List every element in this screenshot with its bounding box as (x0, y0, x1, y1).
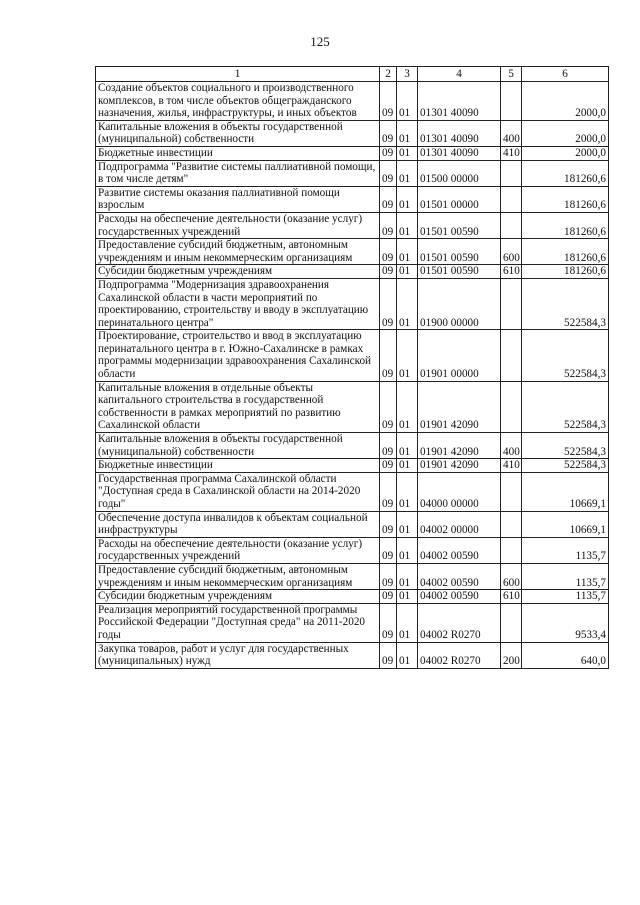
row-amount: 1135,7 (522, 563, 609, 589)
row-code-target: 04000 00000 (418, 472, 501, 511)
table-row (96, 265, 609, 279)
row-code-subsection: 01 (397, 120, 418, 146)
row-code-expense-type (501, 537, 522, 563)
row-amount: 181260,6 (522, 265, 609, 279)
row-code-target: 01501 00590 (418, 265, 501, 279)
row-code-target: 04002 00590 (418, 590, 501, 604)
row-amount: 2000,0 (522, 120, 609, 146)
row-code-expense-type: 600 (501, 239, 522, 265)
table-row (96, 642, 609, 668)
row-amount: 522584,3 (522, 381, 609, 432)
row-description: Государственная программа Сахалинской области "Доступная среда в Сахалинской области на 2014-2020 годы" (96, 472, 380, 511)
row-description: Обеспечение доступа инвалидов к объектам социальной инфраструктуры (96, 511, 380, 537)
row-code-subsection: 01 (397, 563, 418, 589)
row-code-section: 09 (380, 511, 397, 537)
row-description: Развитие системы оказания паллиативной помощи взрослым (96, 186, 380, 212)
row-description: Субсидии бюджетным учреждениям (96, 590, 380, 604)
table-row (96, 160, 609, 186)
row-description: Субсидии бюджетным учреждениям (96, 265, 380, 279)
row-code-target: 01500 00000 (418, 160, 501, 186)
row-code-section: 09 (380, 82, 397, 121)
row-code-expense-type: 410 (501, 146, 522, 160)
row-description: Проектирование, строительство и ввод в эксплуатацию перинатального центра в г. Южно-Сахалинске в рамках программы модернизации здравоохранения Сахалинской области (96, 330, 380, 381)
row-amount: 10669,1 (522, 472, 609, 511)
row-code-subsection: 01 (397, 278, 418, 329)
table-row (96, 563, 609, 589)
row-code-section: 09 (380, 472, 397, 511)
row-amount: 522584,3 (522, 278, 609, 329)
row-code-target: 01900 00000 (418, 278, 501, 329)
row-code-expense-type (501, 212, 522, 238)
row-description: Реализация мероприятий государственной программы Российской Федерации "Доступная среда" на 2011-2020 годы (96, 603, 380, 642)
row-description: Бюджетные инвестиции (96, 146, 380, 160)
table-row (96, 278, 609, 329)
row-code-target: 01301 40090 (418, 120, 501, 146)
row-code-expense-type: 600 (501, 563, 522, 589)
row-code-expense-type (501, 381, 522, 432)
row-code-section: 09 (380, 642, 397, 668)
table-row (96, 381, 609, 432)
row-description: Капитальные вложения в объекты государственной (муниципальной) собственности (96, 433, 380, 459)
row-code-target: 01301 40090 (418, 82, 501, 121)
budget-table (95, 66, 609, 669)
column-header: 3 (397, 67, 418, 82)
table-row (96, 239, 609, 265)
row-code-subsection: 01 (397, 186, 418, 212)
row-amount: 9533,4 (522, 603, 609, 642)
row-code-expense-type: 400 (501, 120, 522, 146)
row-code-subsection: 01 (397, 239, 418, 265)
row-code-section: 09 (380, 146, 397, 160)
column-header: 1 (96, 67, 380, 82)
row-code-target: 01501 00590 (418, 239, 501, 265)
row-code-expense-type: 410 (501, 459, 522, 473)
row-code-expense-type: 610 (501, 590, 522, 604)
row-amount: 522584,3 (522, 459, 609, 473)
row-code-expense-type (501, 278, 522, 329)
row-code-subsection: 01 (397, 459, 418, 473)
table-row (96, 537, 609, 563)
row-code-section: 09 (380, 330, 397, 381)
row-description: Расходы на обеспечение деятельности (оказание услуг) государственных учреждений (96, 537, 380, 563)
row-code-section: 09 (380, 265, 397, 279)
row-code-section: 09 (380, 590, 397, 604)
column-header: 6 (522, 67, 609, 82)
row-code-subsection: 01 (397, 537, 418, 563)
row-code-subsection: 01 (397, 330, 418, 381)
row-code-section: 09 (380, 160, 397, 186)
row-code-target: 04002 R0270 (418, 603, 501, 642)
row-code-subsection: 01 (397, 146, 418, 160)
row-code-expense-type (501, 160, 522, 186)
row-amount: 1135,7 (522, 537, 609, 563)
row-code-subsection: 01 (397, 642, 418, 668)
row-code-section: 09 (380, 120, 397, 146)
row-code-target: 04002 00590 (418, 537, 501, 563)
row-code-section: 09 (380, 459, 397, 473)
row-description: Подпрограмма "Развитие системы паллиативной помощи, в том числе детям" (96, 160, 380, 186)
table-row (96, 459, 609, 473)
row-code-target: 01901 42090 (418, 459, 501, 473)
column-header: 2 (380, 67, 397, 82)
row-code-expense-type: 610 (501, 265, 522, 279)
row-code-section: 09 (380, 433, 397, 459)
row-code-section: 09 (380, 563, 397, 589)
row-amount: 522584,3 (522, 330, 609, 381)
row-code-expense-type (501, 472, 522, 511)
row-code-subsection: 01 (397, 212, 418, 238)
row-description: Предоставление субсидий бюджетным, автономным учреждениям и иным некоммерческим организациям (96, 563, 380, 589)
table-row (96, 590, 609, 604)
row-code-target: 01901 42090 (418, 381, 501, 432)
column-header: 5 (501, 67, 522, 82)
table-row (96, 212, 609, 238)
column-header: 4 (418, 67, 501, 82)
row-code-expense-type (501, 186, 522, 212)
row-amount: 1135,7 (522, 590, 609, 604)
row-description: Капитальные вложения в объекты государственной (муниципальной) собственности (96, 120, 380, 146)
row-code-subsection: 01 (397, 265, 418, 279)
row-code-section: 09 (380, 603, 397, 642)
row-code-subsection: 01 (397, 511, 418, 537)
row-amount: 181260,6 (522, 239, 609, 265)
table-row (96, 82, 609, 121)
row-code-section: 09 (380, 278, 397, 329)
table-row (96, 511, 609, 537)
row-description: Капитальные вложения в отдельные объекты капитального строительства в государственной собственности в рамках мероприятий по развитию Сахалинской области (96, 381, 380, 432)
row-description: Создание объектов социального и производственного комплексов, в том числе объектов общегражданского назначения, жилья, инфраструктуры, и иных объектов (96, 82, 380, 121)
row-code-section: 09 (380, 537, 397, 563)
table-row (96, 603, 609, 642)
row-amount: 181260,6 (522, 160, 609, 186)
table-row (96, 146, 609, 160)
row-code-expense-type (501, 603, 522, 642)
row-code-subsection: 01 (397, 82, 418, 121)
row-description: Подпрограмма "Модернизация здравоохранения Сахалинской области в части мероприятий по проектированию, строительству и вводу в эксплуатацию перинатального центра" (96, 278, 380, 329)
row-code-target: 01501 00000 (418, 186, 501, 212)
row-description: Расходы на обеспечение деятельности (оказание услуг) государственных учреждений (96, 212, 380, 238)
row-amount: 522584,3 (522, 433, 609, 459)
row-code-expense-type: 400 (501, 433, 522, 459)
row-code-subsection: 01 (397, 590, 418, 604)
header-row (96, 67, 609, 82)
row-amount: 640,0 (522, 642, 609, 668)
row-code-expense-type (501, 82, 522, 121)
table-row (96, 186, 609, 212)
row-amount: 2000,0 (522, 146, 609, 160)
row-code-target: 01501 00590 (418, 212, 501, 238)
row-amount: 2000,0 (522, 82, 609, 121)
row-code-subsection: 01 (397, 160, 418, 186)
table-row (96, 120, 609, 146)
row-amount: 181260,6 (522, 212, 609, 238)
row-amount: 181260,6 (522, 186, 609, 212)
page-number: 125 (310, 34, 330, 49)
row-code-target: 01301 40090 (418, 146, 501, 160)
row-code-expense-type (501, 330, 522, 381)
row-description: Предоставление субсидий бюджетным, автономным учреждениям и иным некоммерческим организациям (96, 239, 380, 265)
row-code-expense-type: 200 (501, 642, 522, 668)
row-code-subsection: 01 (397, 433, 418, 459)
row-code-target: 04002 00590 (418, 563, 501, 589)
row-code-subsection: 01 (397, 603, 418, 642)
table-row (96, 330, 609, 381)
row-code-section: 09 (380, 239, 397, 265)
row-description: Бюджетные инвестиции (96, 459, 380, 473)
row-code-target: 01901 42090 (418, 433, 501, 459)
row-code-target: 01901 00000 (418, 330, 501, 381)
row-code-target: 04002 R0270 (418, 642, 501, 668)
table-row (96, 472, 609, 511)
row-code-expense-type (501, 511, 522, 537)
row-code-subsection: 01 (397, 381, 418, 432)
row-code-section: 09 (380, 186, 397, 212)
row-amount: 10669,1 (522, 511, 609, 537)
table-row (96, 433, 609, 459)
row-code-target: 04002 00000 (418, 511, 501, 537)
row-code-subsection: 01 (397, 472, 418, 511)
row-code-section: 09 (380, 212, 397, 238)
row-description: Закупка товаров, работ и услуг для государственных (муниципальных) нужд (96, 642, 380, 668)
row-code-section: 09 (380, 381, 397, 432)
